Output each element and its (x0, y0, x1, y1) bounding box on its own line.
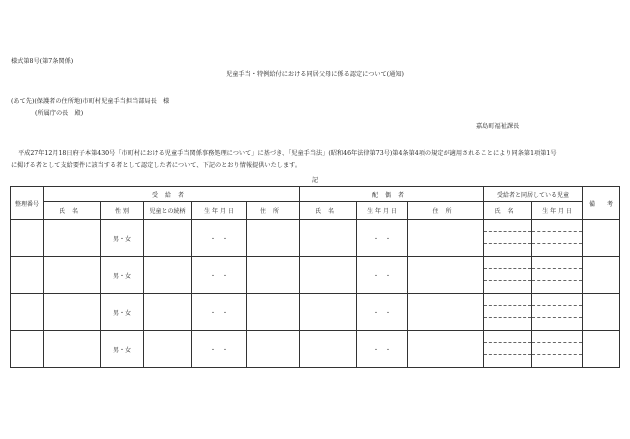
header-jukyu-birthdate: 生 年 月 日 (192, 202, 247, 220)
cell-jukyu-name (44, 220, 101, 257)
header-seiri-bangou: 整理番号 (11, 187, 44, 220)
cell-jukyu-birthdate: ・ ・ (192, 294, 247, 331)
table-row (11, 294, 620, 331)
table-row (11, 257, 620, 294)
cell-seiri (11, 294, 44, 331)
cell-biko (583, 331, 620, 368)
cell-child-names (484, 331, 532, 368)
sender-name: 嘉島町福祉課長 (476, 123, 520, 130)
cell-jukyu-address (247, 257, 300, 294)
cell-gender: 男・女 (101, 294, 144, 331)
cell-relation (144, 220, 192, 257)
header-haigu-birthdate: 生 年 月 日 (357, 202, 408, 220)
cell-jukyu-birthdate: ・ ・ (192, 257, 247, 294)
cell-relation (144, 294, 192, 331)
body-text-line-1: 平成27年12月18日府子本第430号「市町村における児童手当関係事務処理について」に基づき、「児童手当法」(昭和46年法律第73号)第4条第4項の規定が適用されることにより同条第1項第1号 (18, 150, 557, 157)
cell-relation (144, 257, 192, 294)
cell-seiri (11, 257, 44, 294)
document-title: 児童手当・特例給付における同居父母に係る認定について(通知) (226, 71, 404, 78)
cell-haigu-name (300, 220, 357, 257)
header-jukyu-relation: 児童との続柄 (144, 202, 192, 220)
cell-jukyu-birthdate: ・ ・ (192, 331, 247, 368)
header-group-jukyusha: 受給者 (44, 187, 300, 202)
cell-haigu-birthdate: ・ ・ (357, 257, 408, 294)
addressee-line: (あて先)(保護者の住所地)市町村児童手当担当部局長 様 (11, 98, 170, 105)
cell-biko (583, 294, 620, 331)
cell-haigu-address (408, 220, 484, 257)
cell-seiri (11, 331, 44, 368)
cell-relation (144, 331, 192, 368)
cell-jukyu-birthdate: ・ ・ (192, 220, 247, 257)
header-haigu-name: 氏名 (300, 202, 357, 220)
header-biko: 備 考 (583, 187, 620, 220)
body-text-line-2: に掲げる者として支給要件に該当する者として認定した者について、下記のとおり情報提供いたします。 (11, 162, 302, 169)
cell-jukyu-name (44, 257, 101, 294)
cell-biko (583, 220, 620, 257)
cell-haigu-birthdate: ・ ・ (357, 294, 408, 331)
table-row (11, 220, 620, 257)
header-child-name: 氏名 (484, 202, 532, 220)
cell-child-names (484, 257, 532, 294)
header-haigu-address: 住所 (408, 202, 484, 220)
cell-seiri (11, 220, 44, 257)
header-jukyu-gender: 性 別 (101, 202, 144, 220)
cell-haigu-birthdate: ・ ・ (357, 331, 408, 368)
cell-jukyu-name (44, 331, 101, 368)
report-table (10, 186, 620, 368)
cell-haigu-address (408, 257, 484, 294)
header-jukyu-address: 住所 (247, 202, 300, 220)
cell-jukyu-address (247, 220, 300, 257)
ki-heading: 記 (311, 177, 319, 184)
header-jukyu-name: 氏名 (44, 202, 101, 220)
cell-child-birthdates (532, 294, 583, 331)
cell-haigu-birthdate: ・ ・ (357, 220, 408, 257)
header-group-dokyo-jido: 受給者と同居している児童 (484, 187, 583, 202)
cell-haigu-address (408, 331, 484, 368)
cell-child-names (484, 220, 532, 257)
cell-jukyu-address (247, 331, 300, 368)
cell-gender: 男・女 (101, 257, 144, 294)
cell-jukyu-address (247, 294, 300, 331)
cell-jukyu-name (44, 294, 101, 331)
addressee-alt-line: (所属庁の長 殿) (35, 110, 84, 117)
table-row (11, 331, 620, 368)
cell-child-birthdates (532, 257, 583, 294)
cell-haigu-name (300, 294, 357, 331)
form-number-label: 様式第8号(第7条関係) (11, 58, 74, 65)
cell-child-birthdates (532, 331, 583, 368)
cell-gender: 男・女 (101, 331, 144, 368)
cell-haigu-name (300, 257, 357, 294)
header-child-birthdate: 生 年 月 日 (532, 202, 583, 220)
cell-haigu-address (408, 294, 484, 331)
cell-gender: 男・女 (101, 220, 144, 257)
cell-haigu-name (300, 331, 357, 368)
cell-child-names (484, 294, 532, 331)
cell-biko (583, 257, 620, 294)
cell-child-birthdates (532, 220, 583, 257)
header-group-haigusha: 配偶者 (300, 187, 484, 202)
